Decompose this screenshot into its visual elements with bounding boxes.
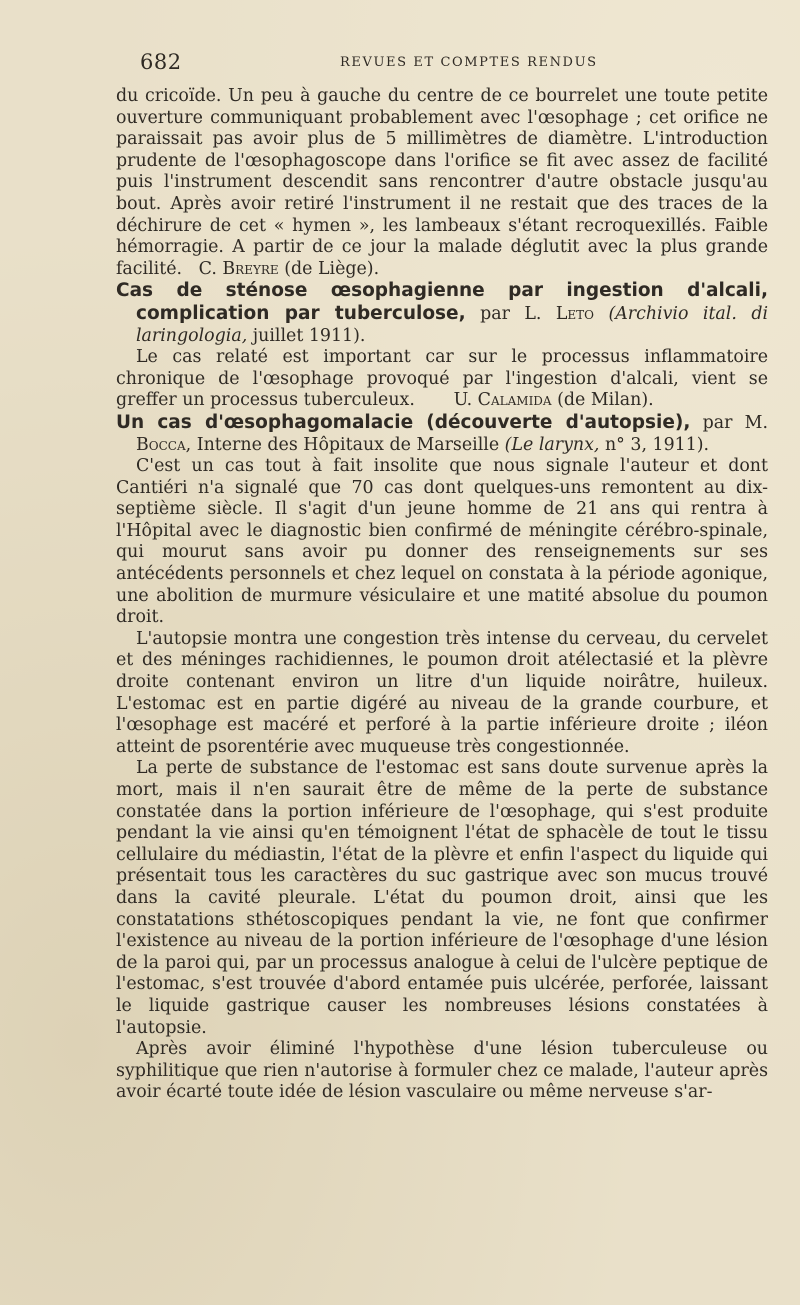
article-heading <box>116 412 768 456</box>
paragraph <box>116 347 768 412</box>
paragraph: C'est un cas tout à fait insolite que nous signale l'auteur et dont Cantiéri n'a signalé que 70 cas dont quelques-uns remontent au dix-septième siècle. Il s'agit d'un jeune homme de 21 ans qui rentra à l'Hôpital avec le diagnostic bien confirmé de méningite cérébro-spinale, qui mourut sans avoir pu donner des renseignements sur ses antécédents personnels et chez lequel on constata à la période agonique, une abolition de murmure vésiculaire et une matité absolue du poumon droit. <box>116 456 768 628</box>
article-journal: (Archivio ital. di laringologia, <box>136 303 769 346</box>
paragraph-text: du cricoïde. Un peu à gauche du centre de ce bourrelet une toute petite ouverture communiquant probablement avec l'œsophage ; cet orifice ne paraissait pas avoir plus de 5 millimètres de diamètre. L'introduction prudente de l'œsophagoscope dans l'orifice se fit avec assez de facilité puis l'instrument descendit sans rencontrer d'autre obstacle jusqu'au bout. Après avoir retiré l'instrument il ne restait que des traces de la déchirure de cet « hymen », les lambeaux s'étant recroquexillés. Faible hémorragie. A partir de ce jour la malade déglutit avec la plus grande facilité. <box>116 86 768 279</box>
paragraph-continuation <box>116 86 768 280</box>
article-date: juillet 1911). <box>252 325 366 346</box>
article-title: Un cas d'œsophagomalacie (découverte d'autopsie), <box>116 411 691 433</box>
article-title: Cas de sténose œsophagienne par ingestion d'alcali, complication par tuberculose, <box>116 280 768 324</box>
paragraph: L'autopsie montra une congestion très intense du cerveau, du cervelet et des méninges rachidiennes, le poumon droit atélectasié et la plèvre droite contenant environ un litre d'un liquide noirâtre, huileux. L'estomac est en partie digéré au niveau de la grande courbure, et l'œsophage est macéré et perforé à la partie inférieure droite ; iléon atteint de psorentérie avec muqueuse très congestionnée. <box>116 628 768 757</box>
article-author: Leto <box>555 303 594 324</box>
reviewer-signature: U. Calamida <box>453 390 552 411</box>
reviewer-place: (de Milan). <box>557 390 654 411</box>
body-text <box>116 86 768 1104</box>
article-by: par M. <box>702 412 769 433</box>
reviewer-place: (de Liège). <box>284 258 380 279</box>
page-header <box>140 50 760 80</box>
article-issue: n° 3, 1911). <box>604 434 710 455</box>
article-author: Bocca <box>136 434 186 455</box>
paragraph-text: Le cas relaté est important car sur le processus inflammatoire chronique de l'œsophage provoqué par l'ingestion d'alcali, vient se greffer un processus tuberculeux. <box>116 347 768 411</box>
page-number: 682 <box>140 50 182 74</box>
article-by: par L. <box>480 303 542 324</box>
running-head: REVUES ET COMPTES RENDUS <box>340 55 598 70</box>
article-heading <box>116 280 768 347</box>
paragraph: Après avoir éliminé l'hypothèse d'une lésion tuberculeuse ou syphilitique que rien n'autorise à formuler chez ce malade, l'auteur après avoir écarté toute idée de lésion vasculaire ou même nerveuse s'ar- <box>116 1039 768 1103</box>
reviewer-signature: C. Breyre <box>198 258 279 279</box>
article-affiliation: , Interne des Hôpitaux de Marseille <box>185 434 500 455</box>
paragraph: La perte de substance de l'estomac est sans doute survenue après la mort, mais il n'en saurait être de même de la perte de substance constatée dans la portion inférieure de l'œsophage, qui s'est produite pendant la vie ainsi qu'en témoignent l'état de sphacèle de tout le tissu cellulaire du médiastin, l'état de la plèvre et enfin l'aspect du liquide qui présentait tous les caractères du suc gastrique avec son mucus trouvé dans la cavité pleurale. L'état du poumon droit, ainsi que les constatations sthétoscopiques pendant la vie, ne font que confirmer l'existence au niveau de la portion inférieure de l'œsophage d'une lésion de la paroi qui, par un processus analogue à celui de l'ulcère peptique de l'estomac, s'est trouvée d'abord entamée puis ulcérée, perforée, laissant le liquide gastrique causer les nombreuses lésions constatées à l'autopsie. <box>116 758 768 1038</box>
article-journal: (Le larynx, <box>504 434 600 455</box>
